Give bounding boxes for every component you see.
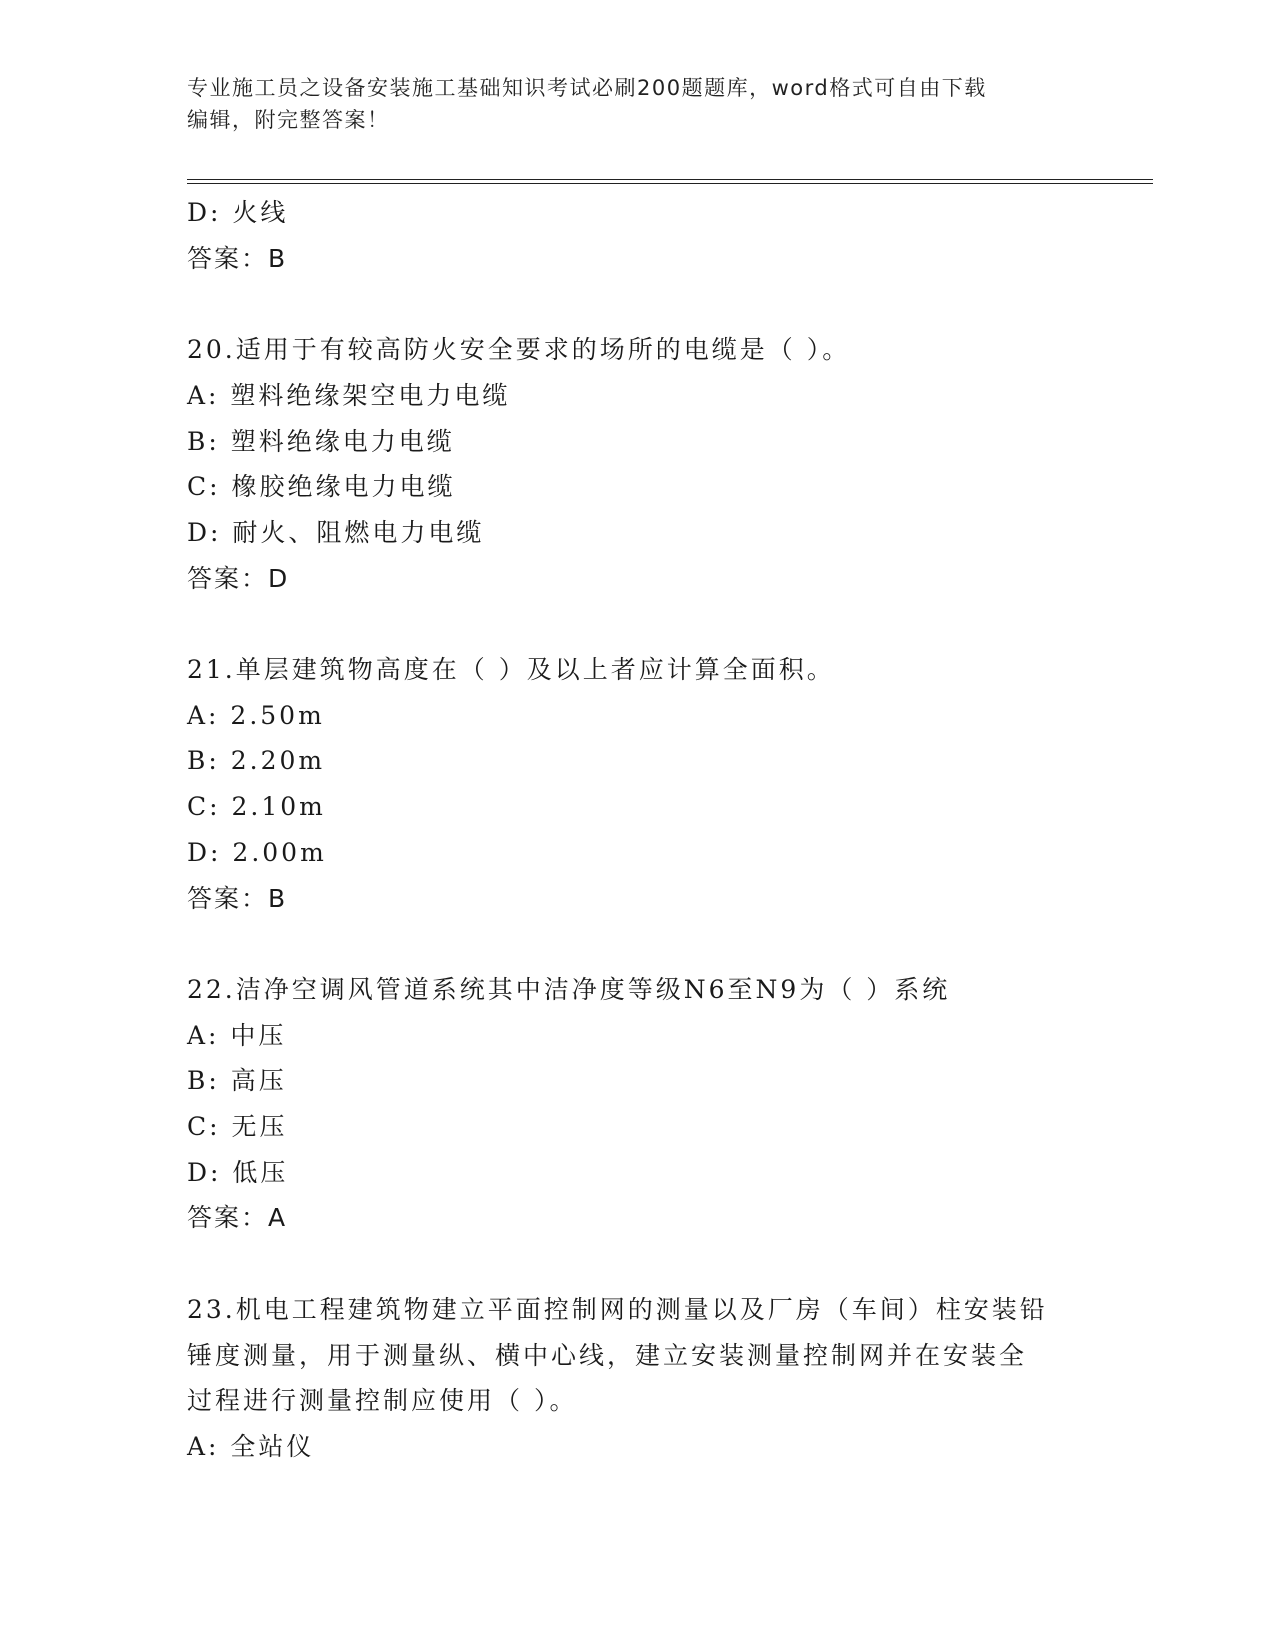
option-d: D: 耐火、阻燃电力电缆 [187,517,485,547]
option-b: B: 塑料绝缘电力电缆 [187,426,455,456]
document-body [187,190,1087,1470]
answer: 答案：D [187,563,290,593]
option-a: A: 塑料绝缘架空电力电缆 [187,380,511,410]
option-a: A: 中压 [187,1020,287,1050]
spacer [187,601,1087,647]
answer: 答案：A [187,1203,288,1233]
header-title-line-2: 编辑，附完整答案！ [187,108,390,132]
option-d: D: 火线 [187,198,289,227]
option-c: C: 无压 [187,1112,288,1142]
spacer [187,281,1087,327]
question-stem-line-1: 23.机电工程建筑物建立平面控制网的测量以及厂房（车间）柱安装铅 [187,1294,1048,1324]
question-stem-line-2: 锤度测量，用于测量纵、横中心线，建立安装测量控制网并在安装全 [187,1340,1028,1370]
header-divider-top [187,179,1153,180]
option-d: D: 低压 [187,1157,289,1187]
option-c: C: 橡胶绝缘电力电缆 [187,472,456,502]
answer: 答案：B [187,883,288,913]
question-stem: 20.适用于有较高防火安全要求的场所的电缆是（ ）。 [187,335,851,365]
option-a: A: 全站仪 [187,1431,315,1461]
option-b: B: 高压 [187,1066,287,1096]
spacer [187,921,1087,967]
question-stem-line-3: 过程进行测量控制应使用（ ）。 [187,1386,578,1416]
question-stem: 22.洁净空调风管道系统其中洁净度等级N6至N9为（ ）系统 [187,974,951,1004]
option-b: B: 2.20m [187,746,326,776]
spacer [187,1241,1087,1287]
option-c: C: 2.10m [187,792,326,822]
document-header [187,72,1077,136]
question-stem: 21.单层建筑物高度在（ ）及以上者应计算全面积。 [187,655,835,684]
option-d: D: 2.00m [187,837,327,867]
option-a: A: 2.50m [187,700,325,730]
answer: 答案：B [187,243,288,273]
header-divider-bottom [187,183,1153,184]
header-title-line-1: 专业施工员之设备安装施工基础知识考试必刷200题题库，word格式可自由下载 [187,76,987,100]
